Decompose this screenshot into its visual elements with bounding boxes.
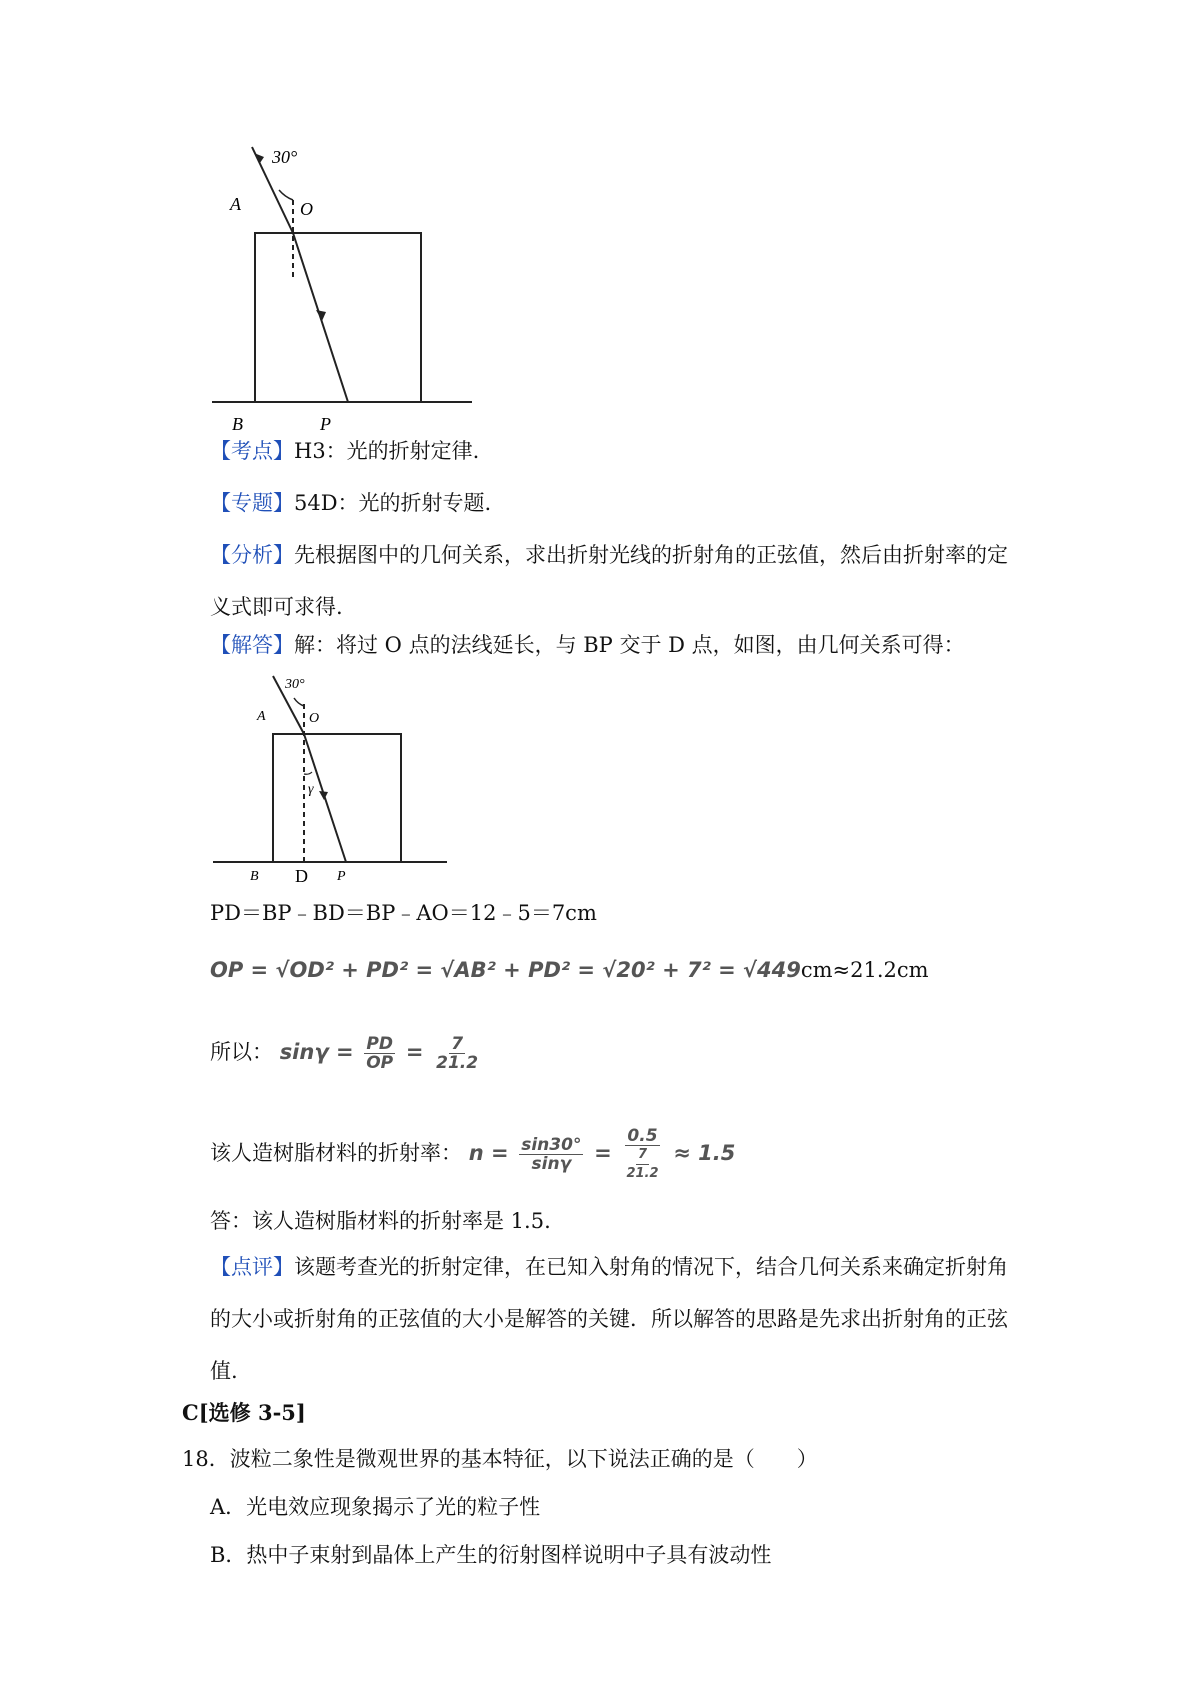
equation-sin-gamma [210,1030,484,1074]
fenxi-line-2 [210,592,343,622]
question-18-stem [182,1444,818,1474]
point-b-label: B [232,414,243,434]
n-lhs: n = [468,1141,509,1165]
refraction-diagram-1 [200,145,490,435]
fraction-numerator: PD [366,1034,393,1054]
fraction-numerator: 7 [451,1034,464,1054]
fraction-denominator-nested [622,1146,662,1183]
dianping-text-2: 的大小或折射角的正弦值的大小是解答的关键．所以解答的思路是先求出折射角的正弦 [210,1307,1008,1331]
point-p-label-2: P [337,869,346,884]
kaodian-line [210,436,479,466]
jieda-text: 解：将过 O 点的法线延长，与 BP 交于 D 点，如图，由几何关系可得： [294,633,965,657]
n-result: ≈ 1.5 [673,1141,736,1165]
option-a-text: A．光电效应现象揭示了光的粒子性 [210,1495,541,1519]
angle-label-2: 30° [285,677,305,692]
fraction-numerator: 0.5 [627,1125,658,1146]
n-eq: = [594,1141,612,1165]
dianping-text-3: 值. [210,1359,238,1383]
sin-gamma-fraction-2 [434,1035,480,1072]
equation-op-suffix: cm≈21.2cm [800,958,929,982]
sin-gamma-fraction-1 [364,1035,395,1072]
refraction-diagram-2 [205,674,455,884]
equation-pd [210,898,597,928]
fraction-denominator: 21.2 [436,1053,479,1073]
equation-pd-text: PD＝BP﹣BD＝BP﹣AO＝12﹣5＝7cm [210,901,597,925]
zhuanti-tag: 【专题】 [210,491,294,515]
dianping-tag: 【点评】 [210,1255,294,1279]
point-d-label: D [295,866,308,884]
dianping-text-1: 该题考查光的折射定律，在已知入射角的情况下，结合几何关系来确定折射角 [294,1255,1008,1279]
fraction-numerator: sin30° [521,1135,582,1155]
question-18-option-a [210,1492,540,1522]
gamma-label: γ [308,782,314,797]
nested-fraction [624,1146,660,1183]
equation-op-formula: OP = √OD² + PD² = √AB² + PD² = √20² + 7² = √449 [210,958,801,982]
sin-gamma-lhs: sinγ = [279,1040,354,1064]
equation-op [210,955,929,985]
point-o-label: O [300,199,313,219]
answer-text: 答：该人造树脂材料的折射率是 1.5. [210,1209,551,1233]
n-fraction-2 [622,1127,662,1183]
zhuanti-text: 54D：光的折射专题. [294,491,492,515]
point-o-label-2: O [309,711,320,726]
angle-label: 30° [272,147,298,167]
question-18-option-b [210,1540,771,1570]
fenxi-text-2: 义式即可求得. [210,595,343,619]
fenxi-tag: 【分析】 [210,543,294,567]
option-b-text: B．热中子束射到晶体上产生的衍射图样说明中子具有波动性 [210,1543,772,1567]
nested-denominator: 21.2 [626,1165,659,1181]
question-18-stem-text: 18．波粒二象性是微观世界的基本特征，以下说法正确的是（ ） [182,1447,818,1471]
kaodian-text: H3：光的折射定律. [294,439,480,463]
answer-line [210,1206,551,1236]
section-heading [182,1398,306,1428]
section-heading-text: C[选修 3-5] [182,1400,306,1425]
fraction-denominator: OP [366,1053,394,1073]
fenxi-line-1 [210,540,1008,570]
sin-gamma-prefix: 所以： [210,1040,273,1064]
point-a-label: A [230,194,241,214]
dianping-line-3 [210,1356,238,1386]
n-fraction-1 [519,1136,583,1173]
zhuanti-line [210,488,491,518]
fraction-denominator: sinγ [531,1154,572,1174]
dianping-line-2 [210,1304,1008,1334]
kaodian-tag: 【考点】 [210,439,294,463]
fenxi-text-1: 先根据图中的几何关系，求出折射光线的折射角的正弦值，然后由折射率的定 [294,543,1008,567]
dianping-line-1 [210,1252,1008,1282]
point-b-label-2: B [250,869,259,884]
point-a-label-2: A [257,709,266,724]
nested-numerator: 7 [636,1146,649,1165]
n-prefix: 该人造树脂材料的折射率： [210,1141,462,1165]
equation-n [210,1125,735,1183]
sin-gamma-eq: = [405,1040,424,1064]
point-p-label: P [320,414,331,434]
jieda-line [210,630,965,660]
jieda-tag: 【解答】 [210,633,294,657]
